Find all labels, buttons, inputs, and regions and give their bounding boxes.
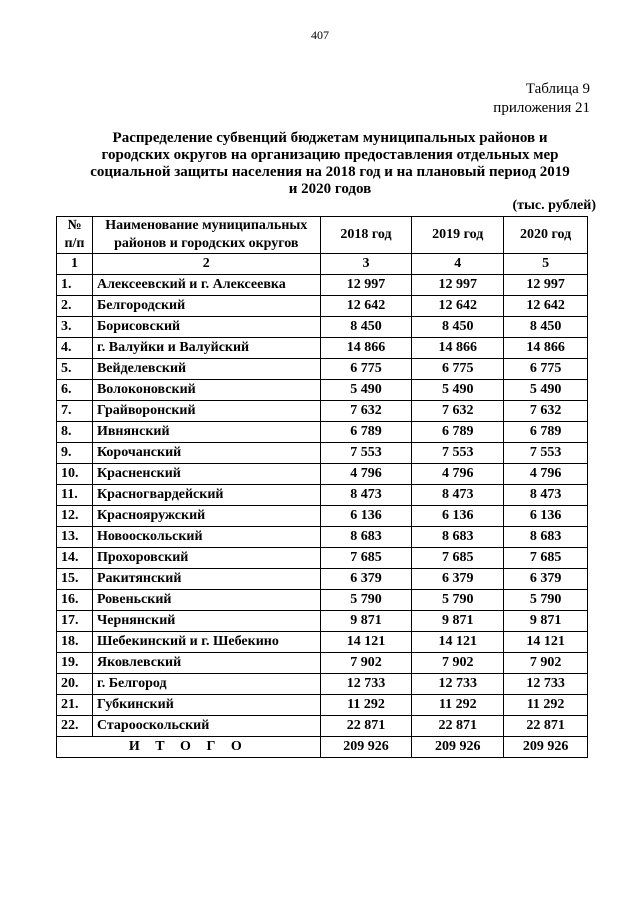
total-2018: 209 926 — [320, 737, 412, 758]
row-value-2019: 7 553 — [412, 443, 504, 464]
row-value-2018: 4 796 — [320, 464, 412, 485]
row-value-2018: 9 871 — [320, 611, 412, 632]
row-number: 6. — [57, 380, 93, 401]
row-name: Корочанский — [92, 443, 320, 464]
column-number-row — [57, 254, 588, 275]
row-name: Ровеньский — [92, 590, 320, 611]
row-name: Ракитянский — [92, 569, 320, 590]
row-value-2018: 6 136 — [320, 506, 412, 527]
row-value-2019: 12 997 — [412, 275, 504, 296]
row-value-2018: 7 902 — [320, 653, 412, 674]
row-number: 5. — [57, 359, 93, 380]
table-ref-line2: приложения 21 — [493, 100, 590, 116]
row-value-2019: 22 871 — [412, 716, 504, 737]
row-number: 21. — [57, 695, 93, 716]
row-value-2019: 6 379 — [412, 569, 504, 590]
row-value-2019: 6 789 — [412, 422, 504, 443]
table-row — [57, 464, 588, 485]
row-value-2019: 5 490 — [412, 380, 504, 401]
row-value-2020: 12 642 — [504, 296, 588, 317]
row-number: 9. — [57, 443, 93, 464]
table-row — [57, 338, 588, 359]
row-number: 11. — [57, 485, 93, 506]
row-number: 12. — [57, 506, 93, 527]
total-2019: 209 926 — [412, 737, 504, 758]
table-header-row — [57, 217, 588, 254]
row-value-2019: 8 683 — [412, 527, 504, 548]
row-value-2019: 4 796 — [412, 464, 504, 485]
row-value-2020: 6 789 — [504, 422, 588, 443]
table-row — [57, 653, 588, 674]
table-row — [57, 716, 588, 737]
column-number: 3 — [320, 254, 412, 275]
row-name: Шебекинский и г. Шебекино — [92, 632, 320, 653]
row-value-2020: 11 292 — [504, 695, 588, 716]
row-value-2020: 6 379 — [504, 569, 588, 590]
row-value-2020: 6 136 — [504, 506, 588, 527]
table-row — [57, 590, 588, 611]
row-value-2019: 12 642 — [412, 296, 504, 317]
row-value-2019: 6 136 — [412, 506, 504, 527]
row-value-2018: 6 775 — [320, 359, 412, 380]
row-name: Грайворонский — [92, 401, 320, 422]
subsidy-table — [56, 216, 588, 758]
row-number: 4. — [57, 338, 93, 359]
row-value-2018: 5 790 — [320, 590, 412, 611]
row-number: 18. — [57, 632, 93, 653]
row-value-2020: 8 683 — [504, 527, 588, 548]
row-name: Красногвардейский — [92, 485, 320, 506]
row-value-2018: 8 473 — [320, 485, 412, 506]
row-value-2020: 8 473 — [504, 485, 588, 506]
row-value-2018: 7 685 — [320, 548, 412, 569]
row-number: 13. — [57, 527, 93, 548]
column-number: 2 — [92, 254, 320, 275]
row-name: Красненский — [92, 464, 320, 485]
row-value-2019: 12 733 — [412, 674, 504, 695]
row-name: г. Белгород — [92, 674, 320, 695]
row-value-2019: 7 685 — [412, 548, 504, 569]
header-2019: 2019 год — [412, 217, 504, 254]
row-number: 14. — [57, 548, 93, 569]
table-row — [57, 317, 588, 338]
row-value-2019: 7 632 — [412, 401, 504, 422]
units-label: (тыс. рублей) — [512, 198, 596, 213]
header-2020: 2020 год — [504, 217, 588, 254]
row-number: 20. — [57, 674, 93, 695]
row-value-2018: 12 997 — [320, 275, 412, 296]
row-number: 16. — [57, 590, 93, 611]
row-number: 19. — [57, 653, 93, 674]
table-row — [57, 674, 588, 695]
row-value-2019: 8 473 — [412, 485, 504, 506]
row-value-2018: 12 733 — [320, 674, 412, 695]
row-number: 2. — [57, 296, 93, 317]
row-number: 17. — [57, 611, 93, 632]
row-value-2020: 14 866 — [504, 338, 588, 359]
total-2020: 209 926 — [504, 737, 588, 758]
row-value-2020: 6 775 — [504, 359, 588, 380]
row-value-2018: 22 871 — [320, 716, 412, 737]
row-value-2020: 5 790 — [504, 590, 588, 611]
row-name: Прохоровский — [92, 548, 320, 569]
column-number: 5 — [504, 254, 588, 275]
header-num: № п/п — [57, 217, 93, 254]
table-ref-line1: Таблица 9 — [525, 81, 590, 97]
row-value-2019: 6 775 — [412, 359, 504, 380]
row-value-2019: 9 871 — [412, 611, 504, 632]
row-value-2019: 7 902 — [412, 653, 504, 674]
row-value-2020: 8 450 — [504, 317, 588, 338]
row-value-2020: 7 902 — [504, 653, 588, 674]
row-number: 10. — [57, 464, 93, 485]
row-name: Алексеевский и г. Алексеевка — [92, 275, 320, 296]
row-value-2019: 11 292 — [412, 695, 504, 716]
row-value-2018: 14 121 — [320, 632, 412, 653]
table-row — [57, 695, 588, 716]
column-number: 4 — [412, 254, 504, 275]
page-number: 407 — [311, 28, 329, 42]
row-value-2020: 4 796 — [504, 464, 588, 485]
table-row — [57, 569, 588, 590]
row-value-2020: 22 871 — [504, 716, 588, 737]
table-row — [57, 527, 588, 548]
row-number: 7. — [57, 401, 93, 422]
row-value-2018: 6 789 — [320, 422, 412, 443]
header-2018: 2018 год — [320, 217, 412, 254]
table-row — [57, 611, 588, 632]
table-row — [57, 506, 588, 527]
column-number: 1 — [57, 254, 93, 275]
row-value-2019: 8 450 — [412, 317, 504, 338]
row-value-2020: 12 997 — [504, 275, 588, 296]
row-value-2018: 7 553 — [320, 443, 412, 464]
row-number: 8. — [57, 422, 93, 443]
row-value-2020: 5 490 — [504, 380, 588, 401]
row-value-2018: 11 292 — [320, 695, 412, 716]
table-reference — [493, 80, 590, 118]
row-value-2020: 7 685 — [504, 548, 588, 569]
row-name: Борисовский — [92, 317, 320, 338]
row-value-2019: 14 866 — [412, 338, 504, 359]
row-value-2020: 14 121 — [504, 632, 588, 653]
table-row — [57, 296, 588, 317]
row-name: Ивнянский — [92, 422, 320, 443]
row-number: 22. — [57, 716, 93, 737]
row-value-2020: 9 871 — [504, 611, 588, 632]
row-value-2018: 12 642 — [320, 296, 412, 317]
table-row — [57, 632, 588, 653]
row-number: 3. — [57, 317, 93, 338]
total-row — [57, 737, 588, 758]
row-value-2020: 7 632 — [504, 401, 588, 422]
row-value-2018: 8 450 — [320, 317, 412, 338]
row-value-2018: 6 379 — [320, 569, 412, 590]
row-value-2018: 8 683 — [320, 527, 412, 548]
row-number: 15. — [57, 569, 93, 590]
row-name: Чернянский — [92, 611, 320, 632]
row-value-2019: 5 790 — [412, 590, 504, 611]
row-value-2018: 7 632 — [320, 401, 412, 422]
table-row — [57, 422, 588, 443]
row-name: Старооскольский — [92, 716, 320, 737]
row-value-2019: 14 121 — [412, 632, 504, 653]
table-row — [57, 275, 588, 296]
row-name: Вейделевский — [92, 359, 320, 380]
row-name: г. Валуйки и Валуйский — [92, 338, 320, 359]
row-name: Краснояружский — [92, 506, 320, 527]
table-row — [57, 401, 588, 422]
table-row — [57, 548, 588, 569]
document-title: Распределение субвенций бюджетам муниципальных районов и городских округов на организацию предоставления отдельных мер социальной защиты населения на 2018 год и на плановый период 2019 и 2020 годов — [90, 130, 570, 197]
row-name: Яковлевский — [92, 653, 320, 674]
table-row — [57, 380, 588, 401]
header-name: Наименование муниципальных районов и городских округов — [92, 217, 320, 254]
total-label: И Т О Г О — [57, 737, 321, 758]
row-value-2020: 12 733 — [504, 674, 588, 695]
table-row — [57, 443, 588, 464]
row-value-2018: 14 866 — [320, 338, 412, 359]
row-name: Губкинский — [92, 695, 320, 716]
row-number: 1. — [57, 275, 93, 296]
row-name: Новооскольский — [92, 527, 320, 548]
row-value-2018: 5 490 — [320, 380, 412, 401]
row-name: Волоконовский — [92, 380, 320, 401]
table-row — [57, 485, 588, 506]
table-row — [57, 359, 588, 380]
row-value-2020: 7 553 — [504, 443, 588, 464]
row-name: Белгородский — [92, 296, 320, 317]
